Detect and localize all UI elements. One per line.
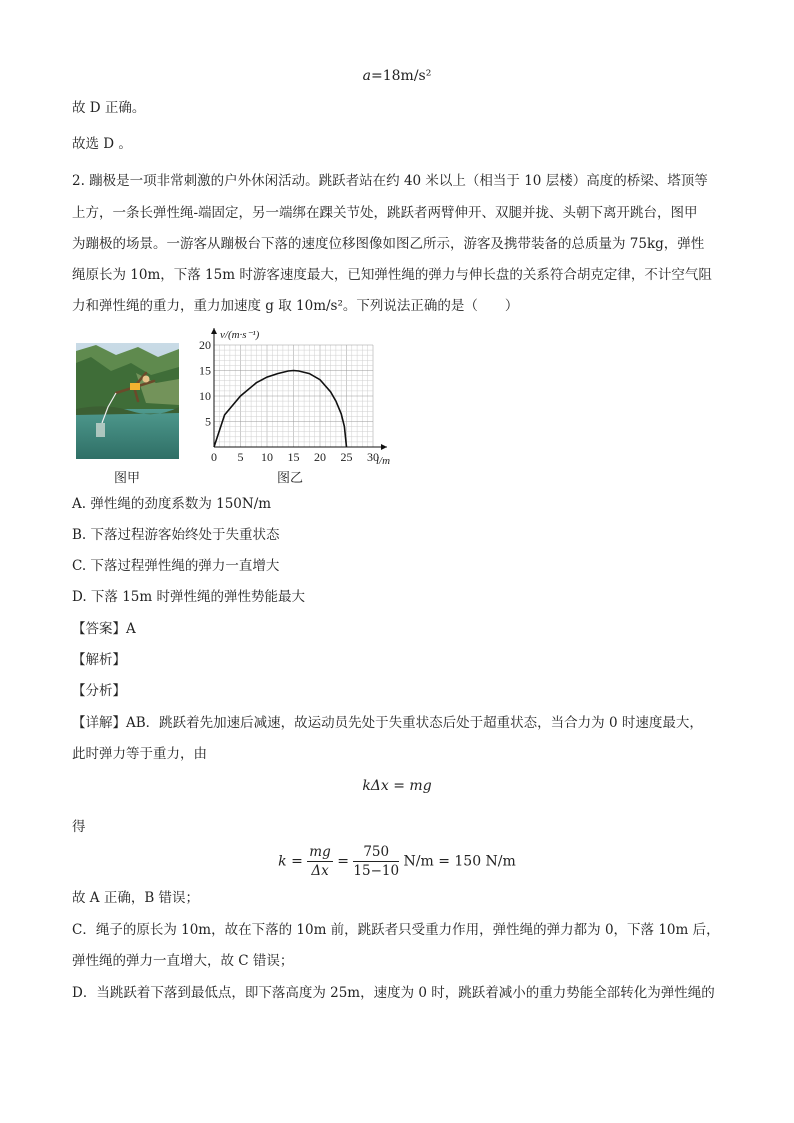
- c-line-1: C．绳子的原长为 10m，故在下落的 10m 前，跳跃者只受重力作用，弹性绳的弹力都为 0，下落 10m 后，: [72, 922, 720, 938]
- velocity-displacement-chart: [198, 325, 398, 465]
- photo-caption: 图甲: [114, 471, 141, 486]
- x-tick-label: 5: [237, 450, 244, 464]
- option-c: C. 下落过程弹性绳的弹力一直增大: [72, 558, 280, 574]
- eq-k-rhs: N/m = 150 N/m: [403, 853, 516, 870]
- fraction-1-den: Δx: [311, 863, 329, 879]
- y-tick-label: 20: [199, 338, 211, 352]
- accel-symbol: a: [362, 68, 371, 84]
- conclusion-ab: 故 A 正确，B 错误；: [72, 890, 200, 906]
- x-axis-label: l/m: [376, 455, 391, 465]
- bungee-photo: [76, 343, 179, 459]
- question-2-line-4: 绳原长为 10m，下落 15m 时游客速度最大，已知弹性绳的弹力与伸长盘的关系符合胡克定律，不计空气阻: [72, 267, 712, 283]
- x-tick-label: 0: [211, 450, 217, 464]
- option-a: A. 弹性绳的劲度系数为 150N/m: [72, 496, 272, 512]
- detail-line-1: 【详解】AB．跳跃着先加速后减速，故运动员先处于失重状态后处于超重状态，当合力为 0 时速度最大，: [72, 715, 703, 731]
- eq-k-lhs: k =: [278, 853, 303, 870]
- d-line-1: D．当跳跃着下落到最低点，即下落高度为 25m，速度为 0 时，跳跃着减小的重力势能全部转化为弹性绳的: [72, 985, 715, 1001]
- equation-k: [0, 843, 794, 880]
- question-2-line-3: 为蹦极的场景。一游客从蹦极台下落的速度位移图像如图乙所示，游客及携带装备的总质量为 75kg，弹性: [72, 236, 705, 252]
- question-2-line-1: 2. 蹦极是一项非常刺激的户外休闲活动。跳跃者站在约 40 米以上（相当于 10 层楼）高度的桥梁、塔顶等: [72, 173, 708, 189]
- x-axis-arrow: [381, 444, 387, 450]
- equation-hooke: kΔx = mg: [362, 778, 432, 794]
- c-line-2: 弹性绳的弹力一直增大，故 C 错误；: [72, 953, 294, 969]
- y-tick-label: 5: [205, 414, 211, 429]
- fraction-750: [353, 843, 399, 880]
- fraction-2-num: 750: [353, 843, 399, 862]
- x-tick-label: 15: [287, 450, 300, 464]
- y-axis-arrow: [211, 328, 217, 334]
- x-tick-label: 25: [340, 450, 353, 464]
- fraction-2-den: 15−10: [353, 863, 400, 879]
- detail-line-2: 此时弹力等于重力，由: [72, 746, 207, 762]
- velocity-curve: [214, 371, 347, 448]
- option-d: D. 下落 15m 时弹性绳的弹性势能最大: [72, 589, 305, 605]
- jiexi-heading: 【解析】: [72, 652, 126, 668]
- choose-d-line: 故选 D 。: [72, 136, 132, 152]
- x-tick-label: 30: [367, 450, 379, 464]
- y-tick-label: 15: [199, 363, 211, 378]
- option-b: B. 下落过程游客始终处于失重状态: [72, 527, 280, 543]
- question-2-line-2: 上方，一条长弹性绳-端固定，另一端绑在踝关节处，跳跃者两臂伸开、双腿并拢、头朝下离开跳台，图甲: [72, 205, 698, 221]
- question-2-line-5: 力和弹性绳的重力，重力加速度 g 取 10m/s²。下列说法正确的是（ ）: [72, 298, 519, 314]
- eq-equals: =: [337, 853, 349, 870]
- chart-grid: [214, 345, 373, 447]
- fenxi-heading: 【分析】: [72, 683, 126, 699]
- y-tick-label: 10: [199, 389, 211, 403]
- y-axis-label: v/(m·s⁻¹): [220, 329, 260, 341]
- chart-caption: 图乙: [277, 471, 304, 486]
- d-correct-line: 故 D 正确。: [72, 100, 146, 116]
- fraction-mg-dx: [307, 843, 332, 880]
- answer-line: 【答案】A: [72, 621, 136, 637]
- x-tick-label: 10: [261, 450, 273, 464]
- fraction-1-num: mg: [309, 844, 331, 860]
- accel-value: =18m/s²: [371, 68, 432, 84]
- de-line: 得: [72, 819, 86, 835]
- x-tick-label: 20: [314, 450, 326, 464]
- top-formula: [0, 68, 794, 84]
